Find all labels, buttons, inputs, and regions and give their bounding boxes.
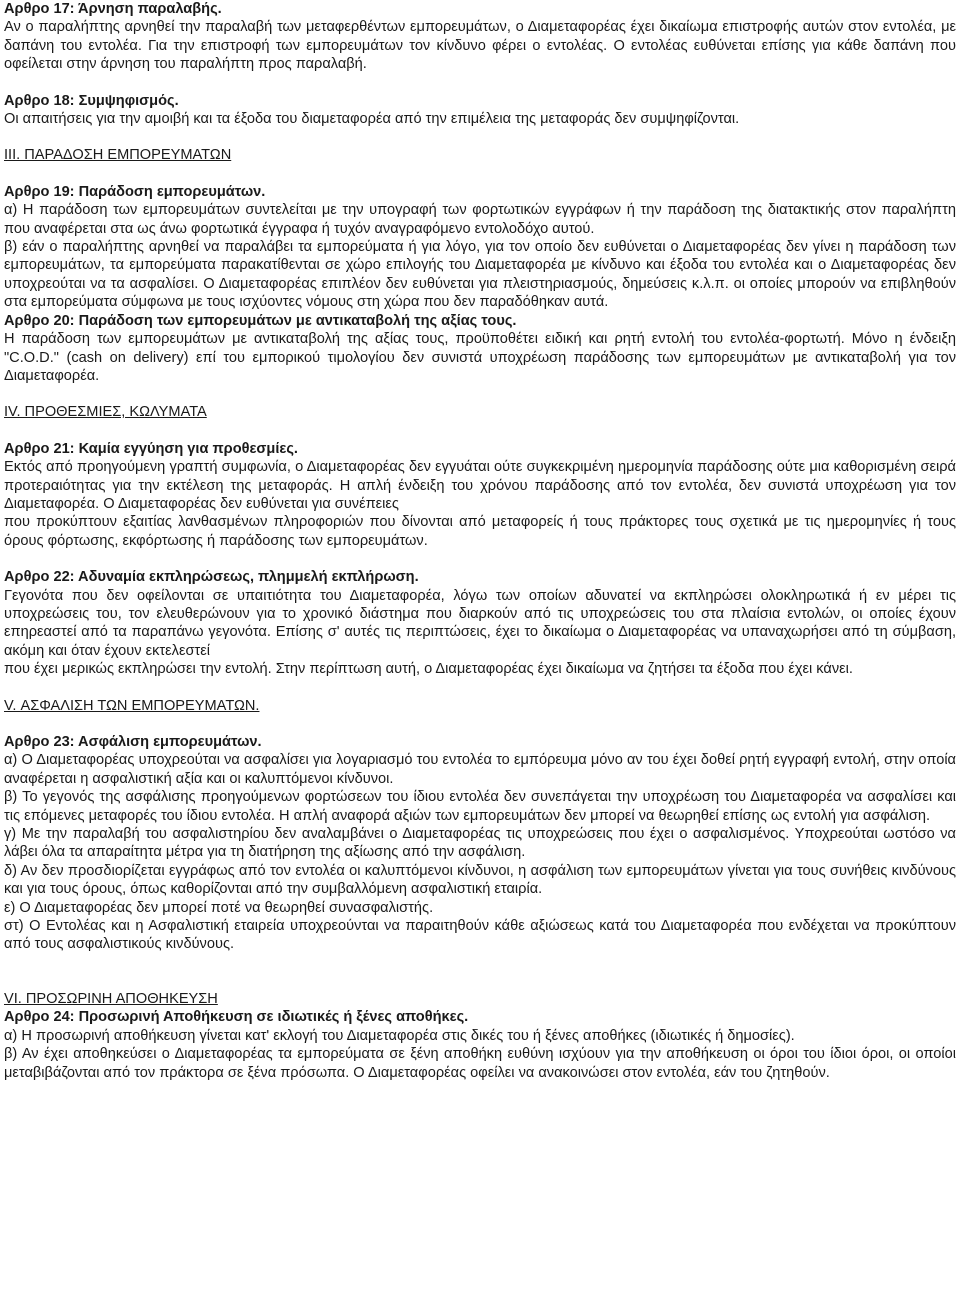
article-19-paragraph-b: β) εάν ο παραλήπτης αρνηθεί να παραλάβει τα εμπορεύματα ή για λόγο, για τον οποίο δεν ευθύνεται ο Διαμεταφορέας δεν γίνει η παράδοση των εμπορευμάτων, τα εμπορεύματα παρακατίθενται σε χώρο επιλογής του Διαμεταφορέα με κίνδυνο και έξοδα του εντολέα και ο Διαμεταφορέας δεν υποχρεούται να τα ασφαλίσει. Ο Διαμεταφορέας επιπλέον δεν ευθύνεται για πλειστηριασμούς, δημεύσεις κ.λ.π. οι οποίες μπορούν να επιβληθούν στα εμπορεύματα σύμφωνα με τους ισχύοντες νόμους στη χώρα που δεν παραδόθηκαν αυτά. (4, 239, 956, 311)
article-24-title: Αρθρο 24: Προσωρινή Αποθήκευση σε ιδιωτικές ή ξένες αποθήκες. (4, 1009, 469, 1026)
article-20-title: Αρθρο 20: Παράδοση των εμπορευμάτων με αντικαταβολή της αξίας τους. (4, 312, 517, 329)
article-21-title: Αρθρο 21: Καμία εγγύηση για προθεσμίες. (4, 440, 298, 457)
article-21-text-1: Εκτός από προηγούμενη γραπτή συμφωνία, ο Διαμεταφορέας δεν εγγυάται ούτε συγκεκριμένη ημερομηνία παράδοσης ούτε μια καθορισμένη σειρά προτεραιότητας για την εκτέλεση της μεταφοράς. Η απλή ένδειξη του χρόνου παράδοσης από τον εντολέα, δεν συνιστά υποχρέωση για τον Διαμεταφορέα. Ο Διαμεταφορέας δεν ευθύνεται για συνέπειες (4, 459, 956, 512)
article-17-title: Αρθρο 17: Άρνηση παραλαβής. (4, 1, 222, 17)
article-23-paragraph-a: α) Ο Διαμεταφορέας υποχρεούται να ασφαλίσει για λογαριασμό του εντολέα το εμπόρευμα μόνο αν του έχει δοθεί ρητή εγγραφή εντολή, στην οποία αναφέρεται η ασφαλιστική αξία και οι καλυπτόμενοι κίνδυνοι. (4, 752, 956, 787)
article-23-paragraph-c: γ) Με την παραλαβή του ασφαλιστηρίου δεν αναλαμβάνει ο Διαμεταφορέας τις υποχρεώσεις που έχει ο ασφαλισμένος. Υποχρεούται ωστόσο να λάβει όλα τα απαραίτητα μέτρα για τη διατήρηση της αξίωσης από την ασφάλιση. (4, 826, 956, 861)
article-24-paragraph-b: β) Αν έχει αποθηκεύσει ο Διαμεταφορέας τα εμπορεύματα σε ξένη αποθήκη ευθύνη ισχύουν για την αποθήκευση οι όροι του ίδιοι όροι, οι οποίοι μεταβιβάζονται από τον πράκτορα σε ξένα πρόσωπα. Ο Διαμεταφορέας οφείλει να ανακοινώσει στον εντολέα, εάν του ζητηθούν. (4, 1046, 956, 1081)
article-23-paragraph-b: β) Το γεγονός της ασφάλισης προηγούμενων φορτώσεων του ίδιου εντολέα δεν συνεπάγεται την υποχρέωση του Διαμεταφορέα να ασφαλίσει και τις επόμενες μεταφορές του ίδιου εντολέα. Η απλή αναφορά αξιών των εμπορευμάτων δεν μπορεί να θεωρηθεί επίσης ως εντολή για ασφάλιση. (4, 789, 956, 824)
article-22-text-1: Γεγονότα που δεν οφείλονται σε υπαιτιότητα του Διαμεταφορέα, λόγω των οποίων αδυνατεί να εκπληρώσει ολοκληρωτικά ή εν μέρει τις υποχρεώσεις του, τον ελευθερώνουν για το χρονικό διάστημα που διαρκούν από τις υποχρεώσεις του στα πλαίσια εντολών, οι οποίες έχουν επηρεαστεί από τα παραπάνω γεγονότα. Επίσης σ' αυτές τις περιπτώσεις, έχει το δικαίωμα ο Διαμεταφορέας να υπαναχωρήσει από τη σύμβαση, ακόμη και όταν έχουν εκτελεστεί (4, 587, 956, 659)
article-22-text-2: που έχει μερικώς εκπληρώσει την εντολή. Στην περίπτωση αυτή, ο Διαμεταφορέας έχει δικαίωμα να ζητήσει τα έξοδα που έχει κάνει. (4, 661, 853, 678)
section-6-heading: VI. ΠΡΟΣΩΡΙΝΗ ΑΠΟΘΗΚΕΥΣΗ (4, 990, 218, 1007)
article-19-paragraph-a: α) Η παράδοση των εμπορευμάτων συντελείται με την υπογραφή των φορτωτικών εγγράφων ή την παράδοση της διατακτικής στον παραλήπτη που αναφέρεται στα ως άνω φορτωτικά έγγραφα ή τυχόν αναγραφόμενο εντολοδόχο αυτού. (4, 202, 956, 237)
article-21-text-2: που προκύπτουν εξαιτίας λανθασμένων πληροφοριών που δίνονται από μεταφορείς ή τους πράκτορες τους σχετικά με τις ημερομηνίες ή τους όρους φόρτωσης, εκφόρτωσης ή παράδοσης των εμπορευμάτων. (4, 514, 956, 549)
article-18-text: Οι απαιτήσεις για την αμοιβή και τα έξοδα του διαμεταφορέα από την επιμέλεια της μεταφοράς δεν συμψηφίζονται. (4, 111, 740, 128)
article-18-title: Αρθρο 18: Συμψηφισμός. (4, 92, 179, 109)
section-5-heading: V. ΑΣΦΑΛΙΣΗ ΤΩΝ ΕΜΠΟΡΕΥΜΑΤΩΝ. (4, 697, 260, 714)
article-24-paragraph-a: α) Η προσωρινή αποθήκευση γίνεται κατ' εκλογή του Διαμεταφορέα στις δικές του ή ξένες αποθήκες (ιδιωτικές ή δημοσίες). (4, 1027, 795, 1044)
article-23-paragraph-f: στ) Ο Εντολέας και η Ασφαλιστική εταιρεία υποχρεούνται να παραιτηθούν κάθε αξιώσεως κατά του Διαμεταφορέα που ενδέχεται να προκύπτουν από τους ασφαλιστικούς κινδύνους. (4, 918, 956, 953)
article-23-title: Αρθρο 23: Ασφάλιση εμπορευμάτων. (4, 734, 262, 750)
article-19-title: Αρθρο 19: Παράδοση εμπορευμάτων. (4, 183, 266, 200)
article-23-paragraph-d: δ) Αν δεν προσδιορίζεται εγγράφως από τον εντολέα οι καλυπτόμενοι κίνδυνοι, η ασφάλιση των εμπορευμάτων γίνεται για τους συνήθεις κινδύνους και για τους όρους, όπως καθορίζονται από την συμβαλλόμενη ασφαλιστική εταιρία. (4, 862, 956, 898)
article-22-title: Αρθρο 22: Αδυναμία εκπληρώσεως, πλημμελή εκπλήρωση. (4, 569, 419, 586)
section-4-heading: IV. ΠΡΟΘΕΣΜΙΕΣ, ΚΩΛΥΜΑΤΑ (4, 404, 207, 421)
article-23-paragraph-e: ε) Ο Διαμεταφορέας δεν μπορεί ποτέ να θεωρηθεί συνασφαλιστής. (4, 899, 434, 916)
article-20-text: Η παράδοση των εμπορευμάτων με αντικαταβολή της αξίας τους, προϋποθέτει ειδική και ρητή εντολή του εντολέα-φορτωτή. Μόνο η ένδειξη "C.O.D." (cash on delivery) επί του εμπορικού τιμολογίου δεν συνιστά υποχρέωση παράδοσης των εμπορευμάτων με αντικαταβολή για τον Διαμεταφορέα. (4, 331, 956, 384)
section-3-heading: III. ΠΑΡΑΔΟΣΗ ΕΜΠΟΡΕΥΜΑΤΩΝ (4, 147, 232, 164)
article-17-text: Αν ο παραλήπτης αρνηθεί την παραλαβή των μεταφερθέντων εμπορευμάτων, ο Διαμεταφορέας έχει δικαίωμα επιστροφής αυτών στον εντολέα, με δαπάνη του εντολέα. Για την επιστροφή των εμπορευμάτων τον κίνδυνο φέρει ο εντολέας. Ο εντολέας ευθύνεται επίσης για κάθε δαπάνη που οφείλεται στην άρνηση του παραλήπτη προς παραλαβή. (4, 19, 956, 73)
